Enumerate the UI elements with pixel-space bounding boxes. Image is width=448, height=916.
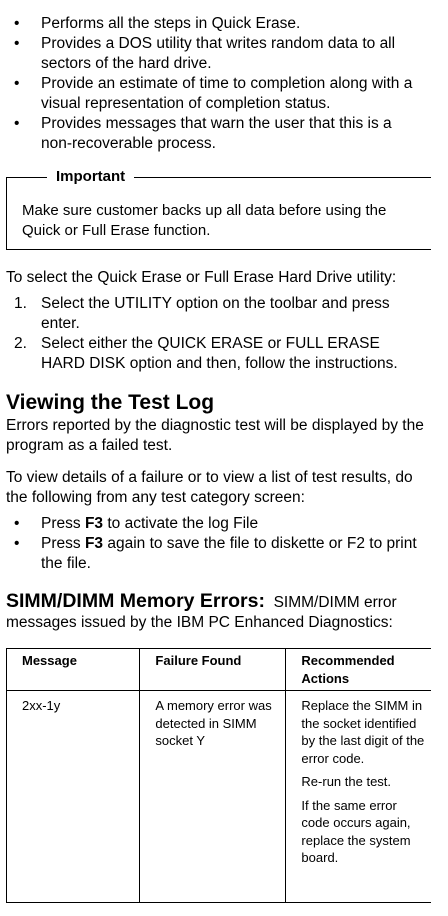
bullet-icon: • (14, 515, 20, 532)
list-item-text: Provide an estimate of time to completion along with a visual representation of completion status. (41, 75, 413, 112)
step-number: 1. (14, 295, 27, 312)
test-log-para-1: Errors reported by the diagnostic test will be displayed by the program as a failed test. (6, 417, 424, 454)
step-item (0, 294, 425, 334)
list-item (0, 514, 425, 534)
list-item-text: again to save the file to diskette or F2 to print the file. (41, 535, 417, 572)
test-log-heading: Viewing the Test Log (6, 391, 215, 414)
simm-intro-text: SIMM/DIMM error messages issued by the IBM PC Enhanced Diagnostics: (6, 594, 397, 631)
bullet-icon: • (14, 75, 20, 92)
important-text: Make sure customer backs up all data before using the Quick or Full Erase function. (22, 202, 387, 239)
list-item-text: Press (41, 515, 85, 532)
select-intro: To select the Quick Erase or Full Erase Hard Drive utility: (6, 269, 397, 286)
step-item (0, 334, 425, 374)
step-number: 2. (14, 335, 27, 352)
list-item-text: Provides messages that warn the user that this is a non-recoverable process. (41, 115, 392, 152)
test-log-para-2: To view details of a failure or to view a list of test results, do the following from any test category screen: (6, 469, 413, 506)
key-label: F3 (84, 515, 104, 532)
column-header-message: Message (7, 649, 140, 691)
select-steps (0, 294, 425, 374)
action-text: Replace the SIMM in the socket identified by the last digit of the error code. (301, 698, 425, 766)
cell-actions (286, 691, 431, 903)
test-log-bullets (0, 514, 425, 574)
bullet-icon: • (14, 535, 20, 552)
table-row (7, 691, 432, 903)
list-item (0, 114, 425, 154)
list-item-text: to activate the log File (103, 515, 259, 532)
list-item-text: Provides a DOS utility that writes random data to all sectors of the hard drive. (41, 35, 396, 72)
bullet-icon: • (14, 35, 20, 52)
cell-message: 2xx-1y (7, 691, 140, 903)
important-label: Important (47, 167, 134, 187)
list-item (0, 34, 425, 74)
list-item (0, 74, 425, 114)
list-item (0, 534, 425, 574)
simm-error-table (6, 648, 431, 903)
bullet-icon: • (14, 15, 20, 32)
action-text: Re-run the test. (301, 774, 392, 789)
table-header-row (7, 649, 432, 691)
simm-heading: SIMM/DIMM Memory Errors: (6, 590, 265, 612)
important-notice (6, 168, 431, 250)
list-item (0, 14, 425, 34)
column-header-failure: Failure Found (140, 649, 286, 691)
action-text: If the same error code occurs again, replace the system board. (301, 797, 411, 865)
step-text: Select either the QUICK ERASE or FULL ERASE HARD DISK option and then, follow the instructions. (41, 335, 398, 372)
bullet-icon: • (14, 115, 20, 132)
erase-feature-list (0, 14, 425, 154)
step-text: Select the UTILITY option on the toolbar and press enter. (41, 295, 390, 332)
list-item-text: Press (41, 535, 85, 552)
simm-section-intro (6, 591, 431, 633)
cell-failure: A memory error was detected in SIMM socket Y (140, 691, 286, 903)
list-item-text: Performs all the steps in Quick Erase. (41, 15, 301, 32)
key-label: F3 (84, 535, 104, 552)
column-header-actions: Recommended Actions (286, 649, 431, 691)
